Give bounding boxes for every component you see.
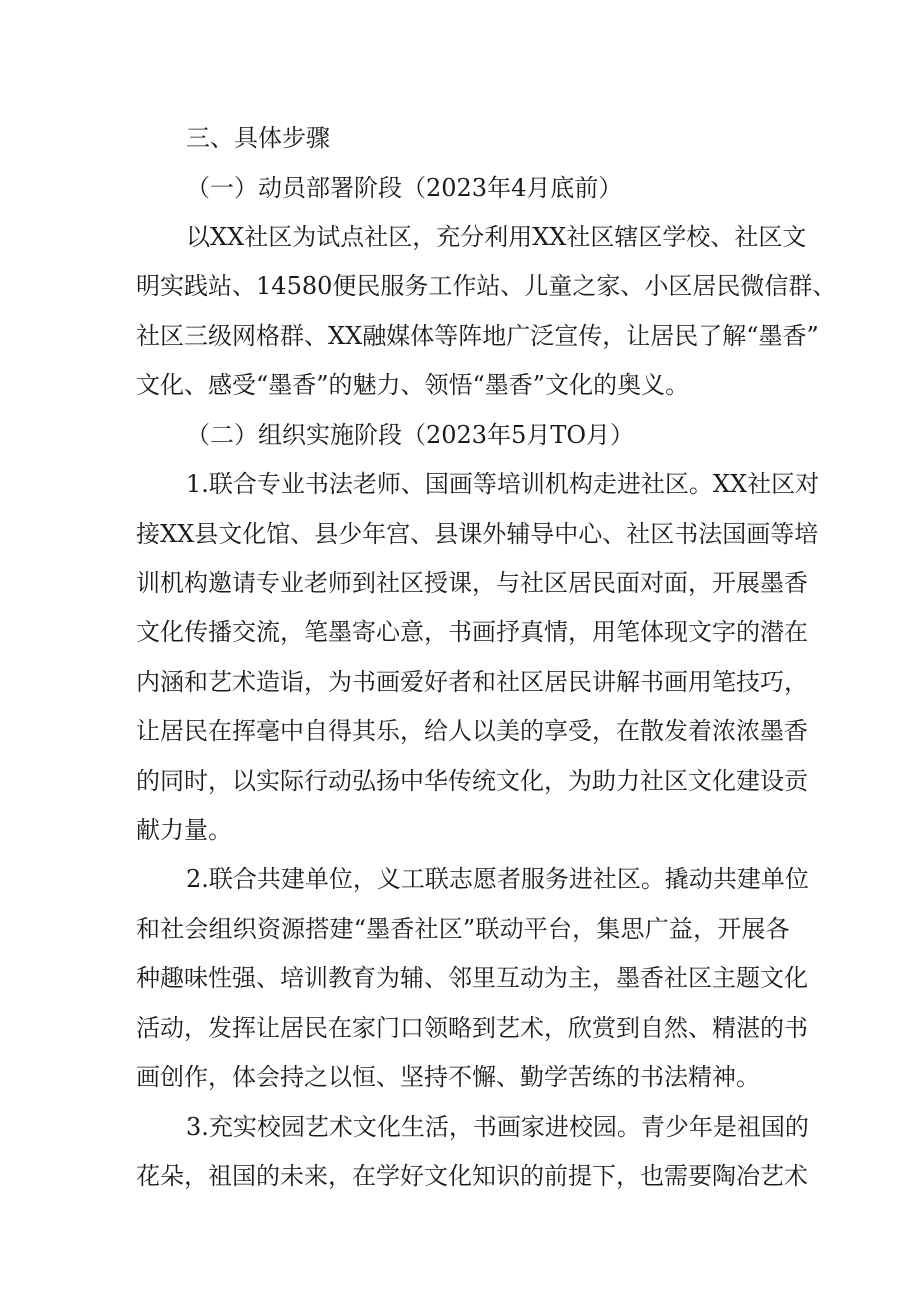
stage2-heading: （二）组织实施阶段（2023年5月TO月） — [186, 421, 635, 449]
item2-line: 种 趣 味 性 强 、 培 训 教 育 为 辅 、 邻 里 互 动 为 主 ， 墨 香 社 区 主 题 文 化 — [136, 964, 808, 992]
item1-line: 文 化 传 播 交 流 ， 笔 墨 寄 心 意 ， 书 画 抒 真 情 ， 用 笔 体 现 文 字 的 潜 在 — [136, 618, 808, 646]
item1-line: 接 X X 县 文 化 馆 、 县 少 年 宫 、 县 课 外 辅 导 中 心 、 社 区 书 法 国 画 等 培 — [136, 520, 819, 548]
stage1-paragraph-line: 社 区 三 级 网 格 群 、 X X 融 媒 体 等 阵 地 广 泛 宣 传 ， 让 居 民 了 解 “ 墨 香 ” — [136, 322, 819, 350]
item1-line: 让 居 民 在 挥 毫 中 自 得 其 乐 ， 给 人 以 美 的 享 受 ， 在 散 发 着 浓 浓 墨 香 — [136, 717, 808, 745]
item1-line: 献力量。 — [136, 816, 232, 844]
item1-line: 训 机 构 邀 请 专 业 老 师 到 社 区 授 课 ， 与 社 区 居 民 面 对 面 ， 开 展 墨 香 — [136, 569, 808, 597]
item1-line: 内 涵 和 艺 术 造 诣 ， 为 书 画 爱 好 者 和 社 区 居 民 讲 解 书 画 用 笔 技 巧 ， — [136, 668, 808, 696]
stage1-paragraph-line: 明 实 践 站 、 1 4 5 8 0 便 民 服 务 工 作 站 、 儿 童 之 家 、 小 区 居 民 微 信 群 、 — [136, 272, 837, 300]
item2-line: 2 . 联 合 共 建 单 位 ， 义 工 联 志 愿 者 服 务 进 社 区 。 撬 动 共 建 单 位 — [186, 865, 809, 893]
item2-line: 活 动 ， 发 挥 让 居 民 在 家 门 口 领 略 到 艺 术 ， 欣 赏 到 自 然 、 精 湛 的 书 — [136, 1014, 808, 1042]
stage1-paragraph-line: 以 X X 社 区 为 试 点 社 区 ， 充 分 利 用 X X 社 区 辖 区 学 校 、 社 区 文 — [186, 223, 807, 251]
item1-line: 的 同 时 ， 以 实 际 行 动 弘 扬 中 华 传 统 文 化 ， 为 助 力 社 区 文 化 建 设 贡 — [136, 767, 808, 795]
item2-line: 和 社 会 组 织 资 源 搭 建 “ 墨 香 社 区 ” 联 动 平 台 ， 集 思 广 益 ， 开 展 各 — [136, 915, 790, 943]
item2-line: 画创作，体会持之以恒、坚持不懈、勤学苦练的书法精神。 — [136, 1063, 760, 1091]
item1-line: 1 . 联 合 专 业 书 法 老 师 、 国 画 等 培 训 机 构 走 进 社 区 。 X X 社 区 对 — [186, 470, 820, 498]
item3-line: 3 . 充 实 校 园 艺 术 文 化 生 活 ， 书 画 家 进 校 园 。 青 少 年 是 祖 国 的 — [186, 1113, 809, 1141]
stage1-heading: （一）动员部署阶段（2023年4月底前） — [186, 174, 623, 202]
item3-line: 花 朵 ， 祖 国 的 未 来 ， 在 学 好 文 化 知 识 的 前 提 下 ， 也 需 要 陶 冶 艺 术 — [136, 1162, 808, 1190]
section-heading: 三、具体步骤 — [186, 124, 330, 152]
stage1-paragraph-line: 文化、感受“墨香”的魅力、领悟“墨香”文化的奥义。 — [136, 371, 690, 399]
